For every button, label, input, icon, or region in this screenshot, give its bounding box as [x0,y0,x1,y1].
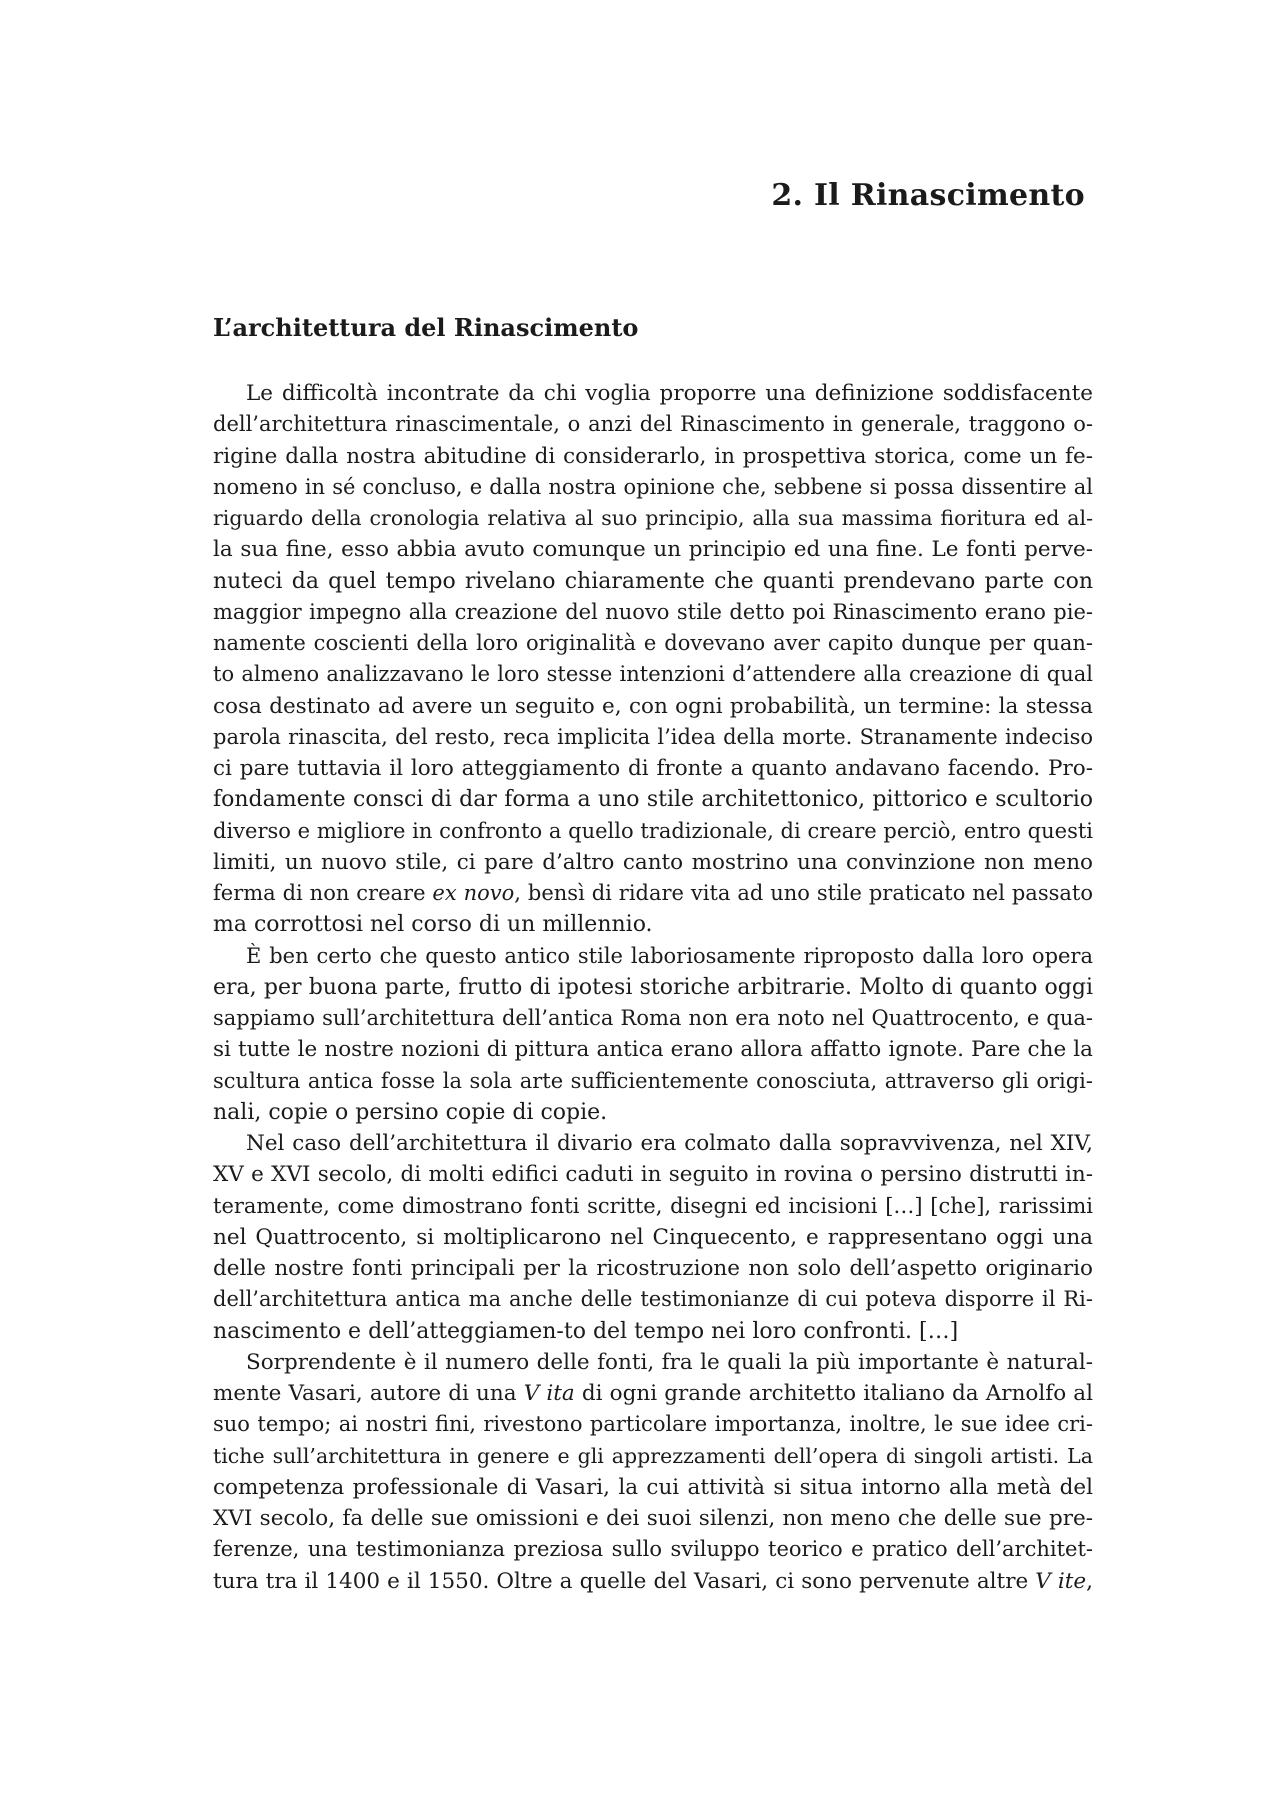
line-text: fondamente consci di dar forma a uno stile architettonico, pittorico e scultorio [213,787,1093,813]
text-line [213,1222,1093,1253]
text-line [213,534,1093,565]
line-text: la sua fine, esso abbia avuto comunque un principio ed una fine. Le fonti perve- [213,537,1093,563]
line-text: Sorprendente è il numero delle fonti, fra le quali la più importante è natural- [246,1349,1093,1375]
italic-text: V ita [523,1381,575,1406]
line-text: di ogni grande architetto italiano da Arnolfo al [574,1381,1093,1406]
text-line [213,1472,1093,1503]
line-text: suo tempo; ai nostri fini, rivestono particolare importanza, inoltre, le sue idee cri- [213,1412,1093,1437]
line-text: rigine dalla nostra abitudine di considerarlo, in prospettiva storica, come un fe- [213,443,1093,469]
text-line [213,1534,1093,1565]
line-text: riguardo della cronologia relativa al suo principio, alla sua massima fioritura ed al- [213,506,1093,530]
text-line [213,941,1093,972]
line-text: XV e XVI secolo, di molti edifici caduti in seguito in rovina o persino distrutti in- [213,1162,1093,1188]
text-line [213,1159,1093,1190]
line-text: era, per buona parte, frutto di ipotesi storiche arbitrarie. Molto di quanto oggi [213,974,1093,1000]
text-line [213,1284,1093,1315]
text-line [213,1003,1093,1034]
text-line [213,1503,1093,1534]
text-line [213,972,1093,1003]
line-text: namente coscienti della loro originalità e dovevano aver capito dunque per quan- [213,631,1093,655]
line-text: tura tra il 1400 e il 1550. Oltre a quelle del Vasari, ci sono pervenute altre [213,1568,1036,1594]
text-line [213,1378,1093,1409]
line-text: diverso e migliore in confronto a quello tradizionale, di creare perciò, entro questi [213,818,1093,843]
line-text: , bensì di ridare vita ad uno stile praticato nel passato [514,881,1093,905]
text-line [213,722,1093,753]
text-line [213,378,1093,409]
line-text: to almeno analizzavano le loro stesse intenzioni d’attendere alla creazione di qual [213,662,1093,687]
text-line [213,409,1093,440]
line-text: parola rinascita, del resto, reca implicita l’idea della morte. Stranamente indeciso [213,724,1093,749]
chapter-title: 2. Il Rinascimento [771,178,1085,213]
line-text: maggior impegno alla creazione del nuovo stile detto poi Rinascimento erano pie- [213,599,1093,624]
line-text: tiche sull’architettura in genere e gli apprezzamenti dell’opera di singoli artisti. La [213,1443,1093,1468]
line-text: nomeno in sé concluso, e dalla nostra opinione che, sebbene si possa dissentire al [213,474,1093,499]
line-text: competenza professionale di Vasari, la cui attività si situa intorno alla metà del [213,1474,1093,1500]
line-text: cosa destinato ad avere un seguito e, con ogni probabilità, un termine: la stessa [213,693,1093,719]
text-line [213,1316,1093,1347]
line-text: ma corrottosi nel corso di un millennio. [213,912,653,938]
text-line [213,1128,1093,1159]
line-text: nali, copie o persino copie di copie. [213,1099,608,1125]
text-line [213,1566,1093,1597]
line-text: dell’architettura antica ma anche delle testimonianze di cui poteva disporre il Ri- [213,1287,1093,1312]
line-text: dell’architettura rinascimentale, o anzi del Rinascimento in generale, traggono o- [213,412,1093,437]
line-text: Nel caso dell’architettura il divario era colmato dalla sopravvivenza, nel XIV, [246,1131,1093,1156]
line-text: teramente, come dimostrano fonti scritte, disegni ed incisioni […] [che], rarissimi [213,1193,1093,1218]
line-text: delle nostre fonti principali per la ricostruzione non solo dell’aspetto originario [213,1256,1093,1281]
body-text [213,378,1093,1597]
text-line [213,472,1093,503]
line-text: XVI secolo, fa delle sue omissioni e dei suoi silenzi, non meno che delle sue pre- [213,1506,1093,1531]
line-text: nel Quattrocento, si moltiplicarono nel Cinquecento, e rappresentano oggi una [213,1224,1093,1250]
line-text: limiti, un nuovo stile, ci pare d’altro canto mostrino una convinzione non meno [213,849,1093,875]
text-line [213,1441,1093,1472]
text-line [213,503,1093,534]
text-line [213,1034,1093,1065]
text-line [213,628,1093,659]
section-title: L’architettura del Rinascimento [213,313,639,342]
text-line [213,784,1093,815]
line-text: si tutte le nostre nozioni di pittura antica erano allora affatto ignote. Pare che la [213,1037,1093,1063]
text-line [213,441,1093,472]
text-line [213,566,1093,597]
text-line [213,847,1093,878]
text-line [213,659,1093,690]
text-line [213,1347,1093,1378]
text-line [213,691,1093,722]
line-text: nuteci da quel tempo rivelano chiaramente che quanti prendevano parte con [213,568,1093,594]
text-line [213,1066,1093,1097]
line-text: Le difficoltà incontrate da chi voglia proporre una definizione soddisfacente [246,381,1093,406]
text-line [213,878,1093,909]
text-line [213,816,1093,847]
line-text: ferenze, una testimonianza preziosa sullo sviluppo teorico e pratico dell’architet- [213,1537,1093,1562]
text-line [213,1409,1093,1440]
text-line [213,597,1093,628]
line-text: nascimento e dell’atteggiamen-to del tempo nei loro confronti. […] [213,1318,959,1344]
line-text: ferma di non creare [213,881,433,905]
text-line [213,909,1093,940]
line-text: È ben certo che questo antico stile laboriosamente riproposto dalla loro opera [246,943,1093,968]
text-line [213,753,1093,784]
text-line [213,1253,1093,1284]
line-text: sappiamo sull’architettura dell’antica Roma non era noto nel Quattrocento, e qua- [213,1006,1093,1030]
line-text: ci pare tuttavia il loro atteggiamento di fronte a quanto andavano facendo. Pro- [213,756,1093,781]
italic-text: V ite [1035,1568,1087,1594]
line-text: , [1086,1568,1093,1594]
text-line [213,1191,1093,1222]
italic-text: ex novo [432,881,515,905]
line-text: scultura antica fosse la sola arte sufficientemente conosciuta, attraverso gli origi- [213,1068,1093,1093]
text-line [213,1097,1093,1128]
line-text: mente Vasari, autore di una [213,1381,524,1406]
